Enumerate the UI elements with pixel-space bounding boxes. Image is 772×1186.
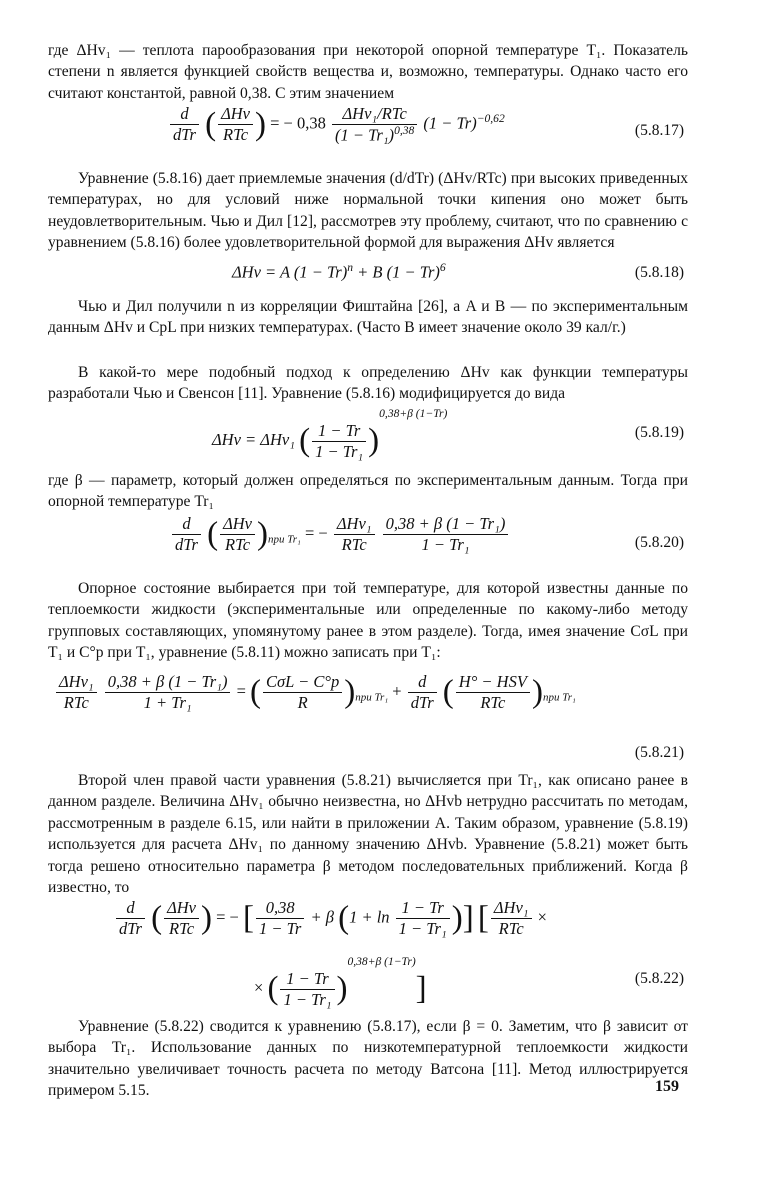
eq17-tail-exp: −0,62 — [476, 113, 505, 126]
eq22-d: d — [116, 898, 145, 919]
eq21-d1: RTc — [63, 693, 89, 712]
eq20-eq: = − — [305, 523, 328, 543]
eq17-rtc: RTc — [222, 125, 249, 145]
eq22-d4: 1 − Tr₁ — [283, 989, 332, 1009]
eq21-eq: = — [236, 681, 246, 701]
eq17-number: (5.8.17) — [634, 122, 684, 139]
equation-5-8-19: ΔHv = ΔHv₁ ( $\frac{1 - Tr}{\text{1 − Tr₁}}$ )$^{0,38+\beta (1-Tr)}$ (5.8.19) — [212, 408, 684, 461]
eq21-number: (5.8.21) — [634, 744, 684, 761]
eq19-exp: 0,38+β (1−Tr) — [379, 408, 448, 420]
eq20-sub: при Tr₁ — [268, 533, 301, 546]
eq22-d1: 1 − Tr — [259, 919, 302, 938]
eq19-lhs: ΔHv = ΔHv₁ — [212, 430, 295, 449]
eq21-d: d — [408, 672, 437, 693]
eq22-exp: 0,38+β (1−Tr) — [347, 956, 416, 968]
eq20-rtc: RTc — [224, 535, 251, 554]
eq22-n2: 1 − Tr — [396, 898, 450, 919]
eq19-den: 1 − Tr₁ — [315, 441, 364, 461]
equation-5-8-17: $\frac{d}{\text{dTr}}$ ( $\frac{\text{ΔHv}}{\text{RTc}}$ ) = − 0,38 $\frac{\text{ΔHv₁/RTc}}{(1 - Tr_1)^{0,38}}$ $(1 - Tr)^{-0,62}$ (5.8.17) — [40, 104, 690, 162]
eq17-den-exp: 0,38 — [394, 125, 415, 137]
eq21-n2: 0,38 + β (1 − Tr₁) — [105, 672, 231, 693]
equation-5-8-20: $\frac{d}{\text{dTr}}$ ( $\frac{\text{ΔHv}}{\text{RTc}}$ )$_{при Tr_1}$ = − $\frac{\text{ΔHv₁}}{\text{RTc}}$ $\frac{\text{0,38 + β (1 − Tr₁)}}{\text{1 − Tr₁}}$ (5.8.20) — [40, 514, 690, 572]
eq18-lhs: ΔHv = A (1 − Tr) — [232, 262, 348, 282]
eq22-n3: ΔHv₁ — [491, 898, 532, 919]
eq20-n1: ΔHv₁ — [334, 514, 375, 535]
eq22-eq: = − — [216, 907, 239, 927]
eq19-num: 1 − Tr — [312, 421, 366, 442]
eq20-d2: 1 − Tr₁ — [421, 535, 470, 554]
eq22-dh: ΔHv — [164, 898, 199, 919]
eq21-plus: + — [392, 681, 402, 701]
eq19-number: (5.8.19) — [634, 424, 684, 441]
paragraph-2: Уравнение (5.8.16) дает приемлемые значения (d/dTr) (ΔHv/RTc) при высоких приведенных температурах, но для условий ниже нормальной точки кипения оно может быть неудовлетворительным. Чью и Дил [12], рассмотрев эту проблему, считают, что по сравнению с уравнением (5.8.16) более удовлетворительной формой для выражения ΔHv является — [48, 170, 688, 252]
eq21-sub1: при Tr₁ — [355, 691, 389, 704]
eq21-d2: 1 + Tr₁ — [143, 693, 192, 712]
eq20-n2: 0,38 + β (1 − Tr₁) — [383, 514, 509, 535]
eq21-d3: R — [297, 693, 308, 712]
eq22-one-ln: 1 + ln — [349, 907, 390, 927]
paragraph-1: где ΔHv₁ — теплота парообразования при некоторой опорной температуре T₁. Показатель степени n является функцией свойств вещества и, возможно, температуры. Однако часто его считают константой, равной 0,38. С этим значением — [48, 42, 688, 102]
paragraph-7: Второй член правой части уравнения (5.8.21) вычисляется при Tr₁, как описано ранее в данном разделе. Величина ΔHv₁ обычно неизвестна, но ΔHvb нетрудно рассчитать по методам, рассмотренным в разделе 6.15, или найти в приложении А. Таким образом, уравнение (5.8.19) используется для расчета ΔHv₁ по данному значению ΔHvb. Уравнение (5.8.21) может быть тогда решено относительно параметра β методом последовательных приближений. Когда β известно, то — [48, 772, 688, 897]
eq17-d: d — [170, 104, 199, 125]
eq22-n4: 1 − Tr — [280, 969, 334, 990]
eq18-mid: + B (1 − Tr) — [353, 262, 440, 282]
eq22-d2: 1 − Tr₁ — [398, 919, 447, 938]
eq22-times: × — [537, 907, 547, 927]
eq18-number: (5.8.18) — [634, 264, 684, 281]
paragraph-3: Чью и Дил получили n из корреляции Фиштайна [26], а A и B — по экспериментальным данным ΔHv и CpL при низких температурах. (Часто B имеет значение около 39 кал/г.) — [48, 298, 688, 337]
eq18-exp1: n — [347, 262, 354, 274]
paragraph-4: В какой-то мере подобный подход к определению ΔHv как функции температуры разработали Чью и Свенсон [11]. Уравнение (5.8.16) модифицируется до вида — [48, 364, 688, 403]
eq21-n4: H° − HSV — [456, 672, 530, 693]
eq20-number: (5.8.20) — [634, 534, 684, 551]
equation-5-8-21: $\frac{\text{ΔHv₁}}{\text{RTc}}$ $\frac{\text{0,38 + β (1 − Tr₁)}}{\text{1 + Tr₁}}$ = ( $\frac{\text{CσL − C°p}}{R}$ )$_{при Tr_1}$ + $\frac{d}{\text{dTr}}$ ( $\frac{\text{H° − HSV}}{\text{RTc}}$ )$_{при Tr_1}$ (5.8.21) — [40, 672, 690, 768]
page-number: 159 — [655, 1078, 679, 1095]
eq22-number: (5.8.22) — [634, 970, 684, 987]
eq17-dtr: dTr — [173, 125, 196, 145]
equation-5-8-18 — [40, 262, 690, 290]
eq17-den: (1 − Tr₁) — [335, 125, 395, 145]
eq17-tail: (1 − Tr) — [423, 113, 477, 133]
eq21-n1: ΔHv₁ — [56, 672, 97, 693]
eq22-d3: RTc — [498, 919, 524, 938]
eq17-dh: ΔHv — [218, 104, 253, 125]
eq22-dtr: dTr — [119, 919, 142, 938]
eq17-num: ΔHv₁/RTc — [332, 104, 417, 125]
eq20-d1: RTc — [341, 535, 367, 554]
paragraph-8: Уравнение (5.8.22) сводится к уравнению (5.8.17), если β = 0. Заметим, что β зависит от выбора Tr₁. Использование данных по низкотемпературной теплоемкости жидкости значительно увеличивает точность расчета по методу Ватсона [11]. Метод иллюстрируется примером 5.15. — [48, 1018, 688, 1100]
eq20-dtr: dTr — [175, 535, 198, 554]
eq22-times2: × — [254, 978, 264, 997]
eq22-rtc: RTc — [168, 919, 195, 938]
equation-5-8-22: $\frac{d}{\text{dTr}}$ ( $\frac{\text{ΔHv}}{\text{RTc}}$ ) = − [ $\frac{0,38}{1 - Tr}$ + β (1 + ln $\frac{1 - Tr}{\text{1 − Tr₁}}$ )] [ $\frac{\text{ΔHv₁}}{\text{RTc}}$ × × ( $\frac{1 - Tr}{\text{1 − Tr₁}}$ )$^{0,38+\beta (1-Tr)}$] (5.8.22) — [40, 898, 690, 1010]
eq17-coef: = − 0,38 — [270, 113, 326, 133]
eq22-n1: 0,38 — [256, 898, 304, 919]
eq22-plus-beta: + β — [310, 907, 334, 927]
eq20-dh: ΔHv — [220, 514, 255, 535]
paragraph-6: Опорное состояние выбирается при той температуре, для которой известны данные по теплоемкости жидкости (экспериментальные или определенные по какому-либо методу групповых составляющих, упомянутому ранее в этом разделе). Тогда, имея значение CσL при T₁ и C°p при T₁, уравнение (5.8.11) можно записать при T₁: — [48, 580, 688, 662]
eq20-d: d — [172, 514, 201, 535]
eq21-n3: CσL − C°p — [263, 672, 342, 693]
eq21-d4: RTc — [480, 693, 506, 712]
eq18-exp2: 6 — [439, 262, 446, 274]
paragraph-5: где β — параметр, который должен определяться по экспериментальным данным. Тогда при опорной температуре Tr₁ — [48, 472, 688, 511]
eq21-dtr: dTr — [410, 693, 434, 712]
eq21-sub2: при Tr₁ — [542, 691, 576, 704]
